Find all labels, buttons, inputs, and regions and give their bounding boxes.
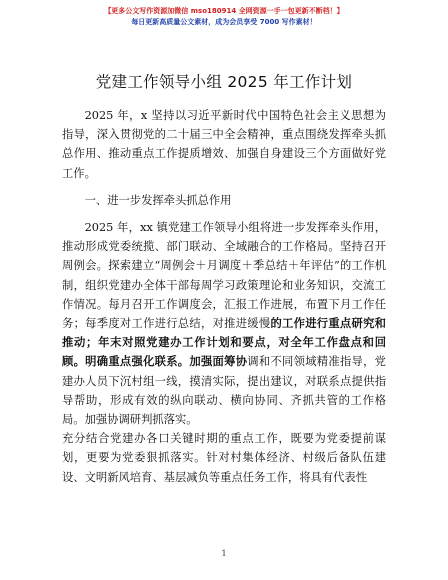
section-1-heading: 一、进一步发挥牵头抓总作用 [84,193,232,207]
section-1-bold-text: 的工作进行重点研究和推动；年末对照党建办工作计划和要点，对全年工作盘点和回顾。明确重点强化联系。加强面筹协 [62,317,386,369]
promo-banner-line-1: 【更多公文写作资源加微信 mso180914 全网资源一手一包更新不断档！】 [104,7,344,15]
continuation-paragraph: 充分结合党建办各口关键时期的重点工作，既要为党委提前谋划，更要为党委狠抓落实。针对村集体经济、村级后备队伍建设、文明新风培育、基层减负等重点任务工作，将具有代表性 [62,432,386,484]
promo-banner [0,6,448,28]
promo-banner-line-2: 每日更新高质量公文素材，成为会员享受 7000 写作素材！ [131,18,317,26]
document-title: 党建工作领导小组 2025 年工作计划 [95,73,353,91]
section-1-text-tail: 调和不同领域精准指导，党建办人员下沉村组一线，摸清实际，提出建议，对联系点提供指导帮助，形成有效的纵向联动、横向协同、齐抓共管的工作格局。加强协调研判抓落实。 [62,355,386,427]
section-1-text: 2025 年，xx 镇党建工作领导小组将进一步发挥牵头作用，推动形成党委统揽、部门联动、全域融合的工作格局。坚持召开周例会。探索建立“周例会＋月调度＋季总结＋年评估”的工作机制，组织党建办全体干部每周学习政策理论和业务知识，交流工作情况。每月召开工作调度会，汇报工作进展，布置下月工作任务；每季度对工作进行总结，对推进缓慢 [62,221,386,331]
page-number: 1 [221,549,227,558]
section-1-paragraph [62,218,386,429]
intro-paragraph: 2025 年，x 坚持以习近平新时代中国特色社会主义思想为指导，深入贯彻党的二十届三中全会精神，重点围绕发挥牵头抓总作用、推动重点工作提质增效、加强自身建设三个方面做好党工作。 [62,109,386,180]
document-body [62,106,386,487]
